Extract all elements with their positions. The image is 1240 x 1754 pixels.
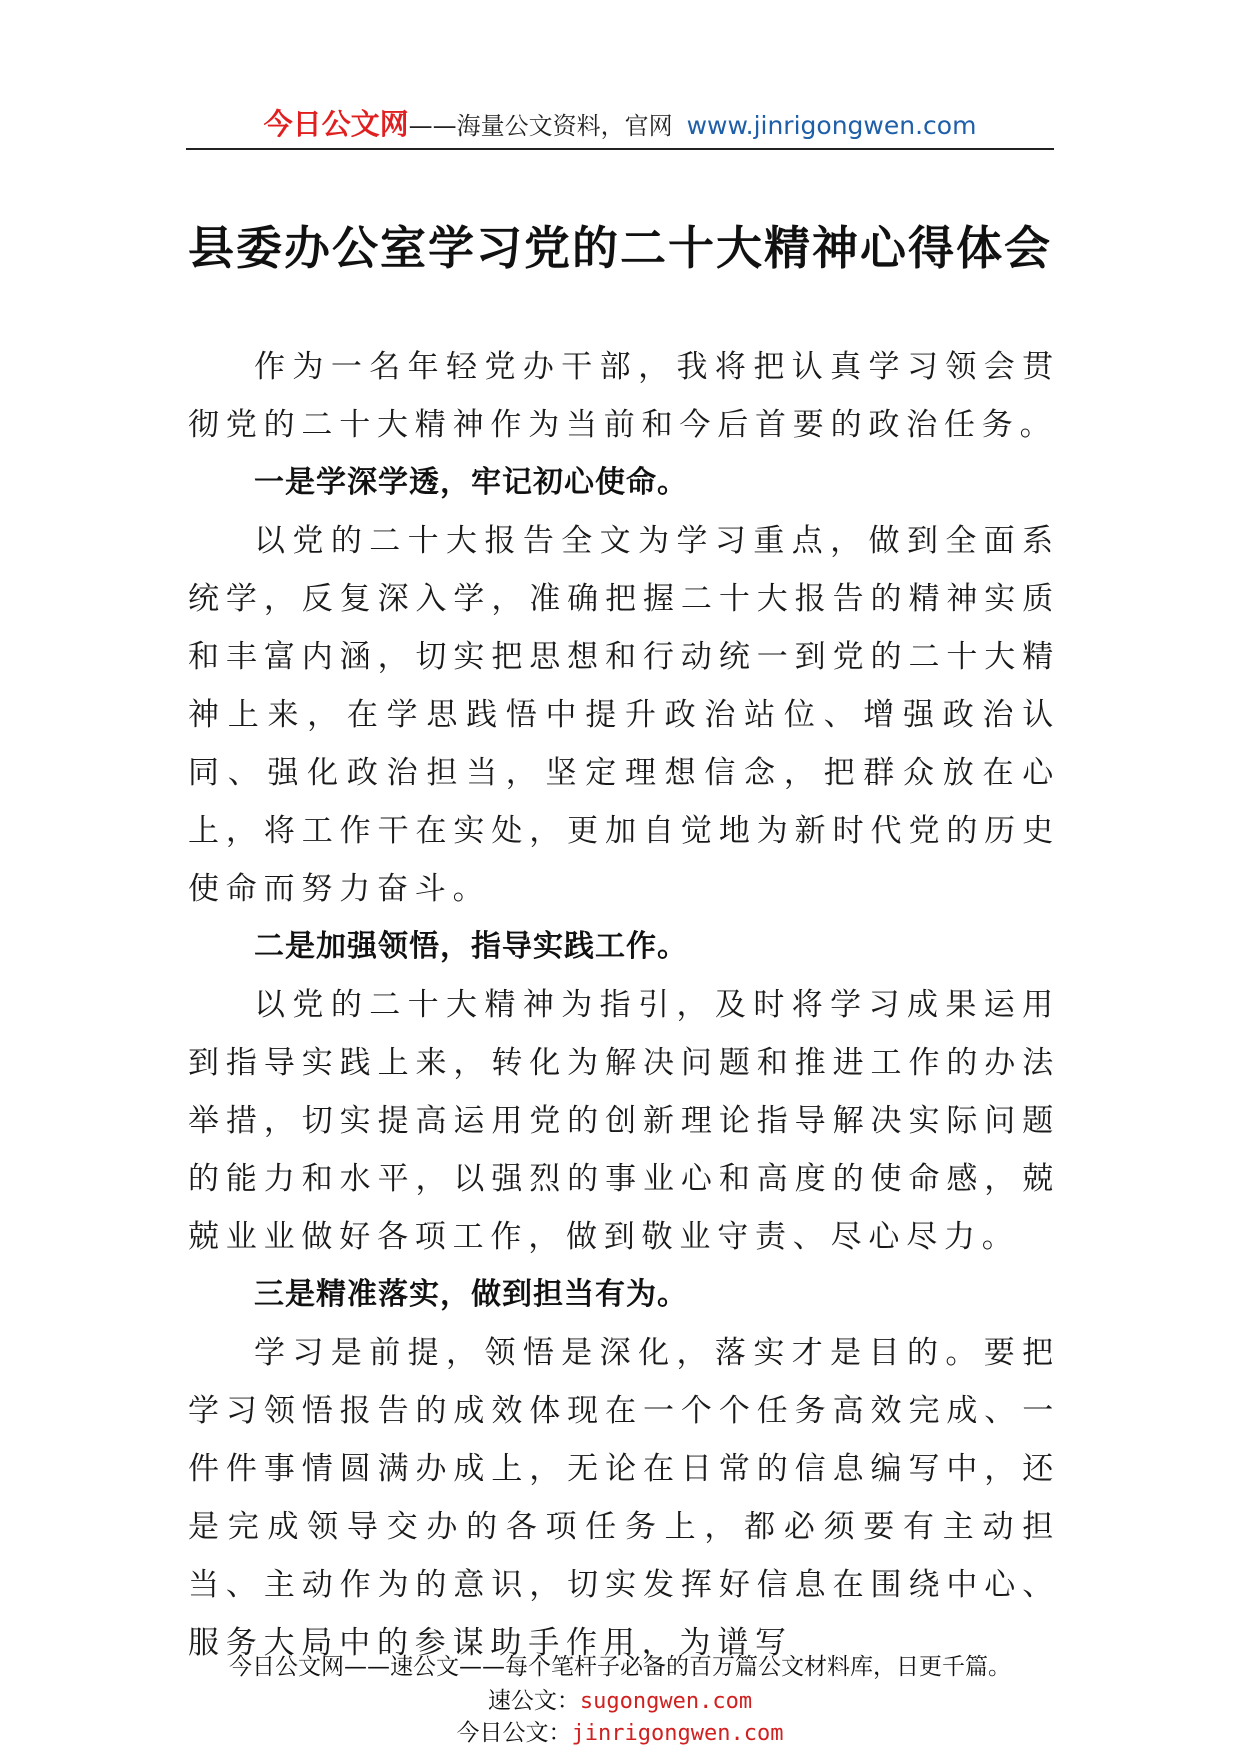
section-heading: 一是学深学透，牢记初心使命。 <box>254 465 688 500</box>
site-url-link[interactable]: www.jinrigongwen.com <box>686 111 977 140</box>
section-paragraph: 以党的二十大精神为指引，及时将学习成果运用到指导实践上来，转化为解决问题和推进工作的办法举措，切实提高运用党的创新理论指导解决实际问题的能力和水平，以强烈的事业心和高度的使命感，兢兢业业做好各项工作，做到敬业守责、尽心尽力。 <box>188 987 1060 1255</box>
document-body <box>188 338 1060 1672</box>
document-title: 县委办公室学习党的二十大精神心得体会 <box>188 221 1052 275</box>
section-paragraph: 以党的二十大报告全文为学习重点，做到全面系统学，反复深入学，准确把握二十大报告的精神实质和丰富内涵，切实把思想和行动统一到党的二十大精神上来，在学思践悟中提升政治站位、增强政治认同、强化政治担当，坚定理想信念，把群众放在心上，将工作干在实处，更加自觉地为新时代党的历史使命而努力奋斗。 <box>188 523 1060 907</box>
site-brand[interactable]: 今日公文网 <box>263 107 409 141</box>
footer-jinrigongwen-label: 今日公文： <box>456 1720 572 1746</box>
footer-jinrigongwen <box>150 1718 1090 1749</box>
header-divider <box>186 148 1054 150</box>
site-tagline: ——海量公文资料，官网 <box>408 112 673 140</box>
sugongwen-link[interactable]: sugongwen.com <box>579 1689 753 1714</box>
jinrigongwen-link[interactable]: jinrigongwen.com <box>571 1721 784 1746</box>
intro-paragraph: 作为一名年轻党办干部，我将把认真学习领会贯彻党的二十大精神作为当前和今后首要的政治任务。 <box>188 349 1060 443</box>
footer-sugongwen <box>150 1686 1090 1717</box>
page-header <box>186 102 1054 146</box>
section-heading: 三是精准落实，做到担当有为。 <box>254 1277 688 1312</box>
footer-sugongwen-label: 速公文： <box>487 1688 580 1714</box>
section-heading: 二是加强领悟，指导实践工作。 <box>254 929 688 964</box>
section-paragraph: 学习是前提，领悟是深化，落实才是目的。要把学习领悟报告的成效体现在一个个任务高效完成、一件件事情圆满办成上，无论在日常的信息编写中，还是完成领导交办的各项任务上，都必须要有主动担当、主动作为的意识，切实发挥好信息在围绕中心、服务大局中的参谋助手作用，为谱写 <box>188 1335 1060 1661</box>
footer-slogan: 今日公文网——速公文——每个笔杆子必备的百万篇公文材料库，日更千篇。 <box>229 1654 1011 1680</box>
